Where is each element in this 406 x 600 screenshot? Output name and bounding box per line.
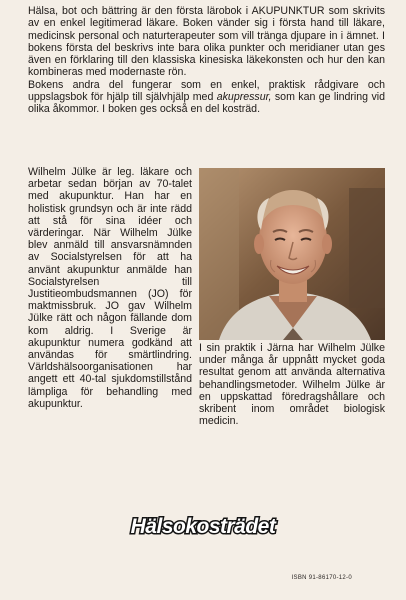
intro-text xyxy=(28,5,385,116)
author-photo xyxy=(199,168,385,340)
publisher-logo-wordmark xyxy=(123,508,283,542)
author-bio-right: I sin praktik i Järna har Wilhelm Jülke under många år uppnått mycket goda resultat genom att använda alternativa behandlingsmetoder. Wilhelm Jülke är en uppskattad föredragshållare och skribent inom området biologisk medicin. xyxy=(199,342,385,428)
intro-paragraph-2-end: som kan ge lindring vid olika åkommor. I boken ges också en del kosträd. xyxy=(28,91,385,116)
intro-paragraph-2 xyxy=(28,79,385,116)
publisher-logo xyxy=(0,508,406,547)
intro-paragraph-1: Hälsa, bot och bättring är den första lärobok i AKUPUNKTUR som skrivits av en enkel legitimerad läkare. Boken vänder sig i första hand till läkare, medicinsk personal och naturterapeuter som vill tränga djupare in i ämnet. I bokens första del beskrivs inte bara olika punkter och meridianer utan ges även en förklaring till den klassiska kinesiska läkekonsten och hur den kan kombineras med modernaste rön. xyxy=(28,5,385,79)
intro-paragraph-2-start: Bokens andra del fungerar som en enkel, praktisk rådgivare och uppslagsbok för hjälp till självhjälp med xyxy=(28,78,385,104)
author-bio-left: Wilhelm Jülke är leg. läkare och arbetar sedan början av 70-talet med akupunktur. Han har en holistisk grundsyn och är inte rädd att stå för sina idéer och värderingar. När Wilhelm Jülke blev anmäld till ansvarsnämnden av Socialstyrelsen för att ha använt akupunktur anmälde han Socialstyrelsen till Justitieombudsmannen (JO) för maktmissbruk. JO gav Wilhelm Jülke rätt och någon fällande dom kom aldrig. I Sverige är akupunktur numera godkänd att användas för smärtlindring. Världshälsoorganisationen har angett ett 40-tal sjukdomstillstånd lämpliga för behandling med akupunktur. xyxy=(28,166,192,410)
publisher-logo-text: Hälsokosträdet xyxy=(130,515,276,538)
isbn: ISBN 91-86170-12-0 xyxy=(291,575,352,581)
intro-paragraph-2-emphasis: akupressur, xyxy=(216,91,272,104)
